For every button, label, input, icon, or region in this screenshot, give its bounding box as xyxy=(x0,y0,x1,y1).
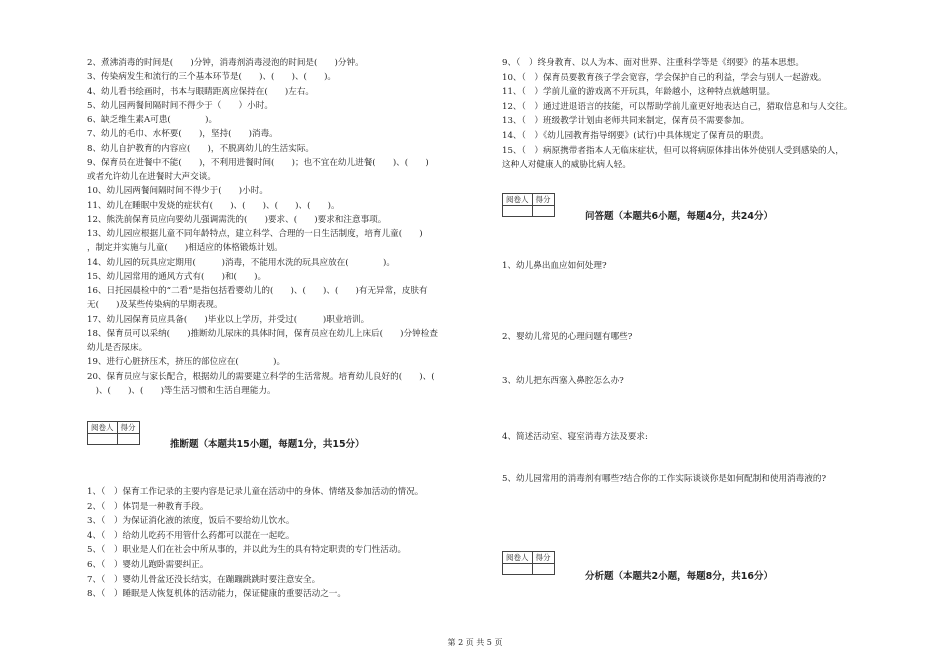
qa-item: 2、婴幼儿常见的心理问题有哪些? xyxy=(502,332,633,342)
score-box-qa xyxy=(502,193,555,217)
question-line: 19、进行心脏挤压术，挤压的部位应在( )。 xyxy=(87,357,286,368)
question-line: 14、幼儿园的玩具应定期用( )消毒，不能用水洗的玩具应放在( )。 xyxy=(87,257,395,268)
reviewer-cell xyxy=(88,434,118,445)
question-line: 2、煮沸消毒的时间是( )分钟，消毒剂消毒浸泡的时间是( )分钟。 xyxy=(87,58,364,68)
question-line: 无( )及某些传染病的早期表现。 xyxy=(87,300,223,311)
score-label: 得分 xyxy=(532,552,554,564)
question-line: 8、幼儿自护教育的内容应( )，不脱离幼儿的生活实际。 xyxy=(87,143,315,154)
judgment-item: 1、（ ）保育工作记录的主要内容是记录儿童在活动中的身体、情绪及参加活动的情况。 xyxy=(87,487,424,497)
judgment-item: 9、（ ）终身教育、以人为本、面对世界、注重科学等是《纲要》的基本思想。 xyxy=(502,58,804,68)
qa-item: 1、幼儿鼻出血应如何处理? xyxy=(502,261,607,271)
score-box-analysis xyxy=(502,551,555,575)
judgment-item: 11、（ ）学前儿童的游戏离不开玩具，年龄越小，这种特点就越明显。 xyxy=(502,87,776,98)
question-line: 20、保育员应与家长配合，根据幼儿的需要建立科学的生活常规。培育幼儿良好的( )、( xyxy=(87,371,435,382)
qa-section-title: 问答题（本题共6小题，每题4分，共24分） xyxy=(585,211,773,222)
question-line: 9、保育员在进餐中不能( )，不利用进餐时间( )；也不宜在幼儿进餐( )、( ) xyxy=(87,157,429,168)
question-line: 12、熊洗前保育员应向要幼儿强调需洗的( )要求、( )要求和注意事项。 xyxy=(87,214,387,225)
question-line: 10、幼儿园两餐间隔时间不得少于( )小时。 xyxy=(87,186,268,197)
question-line: 7、幼儿的毛巾、水杯要( )，坚持( )消毒。 xyxy=(87,129,278,140)
question-line: 6、缺乏维生素A可患( )。 xyxy=(87,115,218,125)
judgment-item: 3、（ ）为保证消化液的浓度，饭后不要给幼儿饮水。 xyxy=(87,516,295,527)
reviewer-label: 阅卷人 xyxy=(503,552,533,564)
question-line: 4、幼儿看书绘画时，书本与眼睛距离应保持在( )左右。 xyxy=(87,86,315,97)
judgment-item: 13、（ ）班级教学计划由老师共同来制定，保育员不需要参加。 xyxy=(502,116,750,127)
question-line: 16、日托园晨检中的“二看”是指包括看婴幼儿的( )、( )、( )有无异常，皮肤有 xyxy=(87,286,428,296)
page-footer: 第 2 页 共 5 页 xyxy=(447,638,503,647)
judgment-item: 2、（ ）体罚是一种教育手段。 xyxy=(87,501,209,512)
judgment-item: 5、（ ）职业是人们在社会中所从事的，并以此为生的具有特定职责的专门性活动。 xyxy=(87,545,407,556)
reviewer-cell xyxy=(503,206,533,217)
judgment-item: 这种人对健康人的威胁比病人轻。 xyxy=(502,160,631,171)
question-line: 15、幼儿园常用的通风方式有( )和( )。 xyxy=(87,271,267,282)
qa-item: 4、简述活动室、寝室消毒方法及要求: xyxy=(502,432,648,442)
score-cell xyxy=(117,434,139,445)
question-line: 17、幼儿园保育员应具备( )毕业以上学历，并受过( )职业培训。 xyxy=(87,314,370,325)
reviewer-cell xyxy=(503,564,533,575)
question-line: 13、幼儿园应根据儿童不同年龄特点，建立科学、合理的一日生活制度，培育儿童( ) xyxy=(87,229,423,239)
qa-item: 5、幼儿园常用的消毒剂有哪些?结合你的工作实际谈谈你是如何配制和使用消毒液的? xyxy=(502,474,827,484)
judgment-item: 7、（ ）婴幼儿骨盆还没长结实，在蹦蹦跳跳时要注意安全。 xyxy=(87,574,321,585)
question-line: 或者允许幼儿在进餐时大声交谈。 xyxy=(87,172,216,182)
reviewer-label: 阅卷人 xyxy=(503,194,533,206)
question-line: ，制定并实施与儿童( )相适应的体格锻炼计划。 xyxy=(87,243,283,254)
judgment-item: 8、（ ）睡眠是人恢复机体的活动能力，保证健康的重要活动之一。 xyxy=(87,589,346,600)
question-line: 11、幼儿在睡眠中发烧的症状有( )、( )、( )、( )。 xyxy=(87,200,340,211)
score-label: 得分 xyxy=(532,194,554,206)
judgment-item: 12、（ ）通过进退语言的技能，可以帮助学前儿童更好地表达自己，猎取信息和与人交往。 xyxy=(502,101,853,112)
analysis-section-title: 分析题（本题共2小题，每题8分，共16分） xyxy=(585,571,773,582)
reviewer-label: 阅卷人 xyxy=(88,422,118,434)
score-cell xyxy=(532,206,554,217)
judgment-item: 14、（ ）《幼儿园教育指导纲要》(试行)中具体规定了保育员的职责。 xyxy=(502,131,769,141)
qa-item: 3、幼儿把东西塞入鼻腔怎么办? xyxy=(502,376,624,386)
score-label: 得分 xyxy=(117,422,139,434)
judgment-item: 15、（ ）病原携带者指本人无临床症状，但可以将病原体排出体外使别人受到感染的人， xyxy=(502,145,844,156)
judgment-item: 10、（ ）保育员要教育孩子学会宽容，学会保护自己的利益，学会与别人一起游戏。 xyxy=(502,72,827,83)
question-line: 幼儿是否尿床。 xyxy=(87,343,148,353)
judgment-section-title: 推断题（本题共15小题，每题1分，共15分） xyxy=(170,439,365,450)
score-box-judgment xyxy=(87,421,140,445)
question-line: )、( )、( )等生活习惯和生活自理能力。 xyxy=(87,385,276,396)
score-cell xyxy=(532,564,554,575)
judgment-item: 4、（ ）给幼儿吃药不用管什么药都可以混在一起吃。 xyxy=(87,530,295,541)
judgment-item: 6、（ ）婴幼儿跑卧需要纠正。 xyxy=(87,560,209,570)
question-line: 5、幼儿园两餐间隔时间不得少于（ ）小时。 xyxy=(87,100,273,111)
question-line: 18、保育员可以采纳( )推断幼儿尿床的具体时间，保育员应在幼儿上床后( )分钟检查 xyxy=(87,328,438,339)
question-line: 3、传染病发生和流行的三个基本环节是( )、( )、( )。 xyxy=(87,72,337,83)
